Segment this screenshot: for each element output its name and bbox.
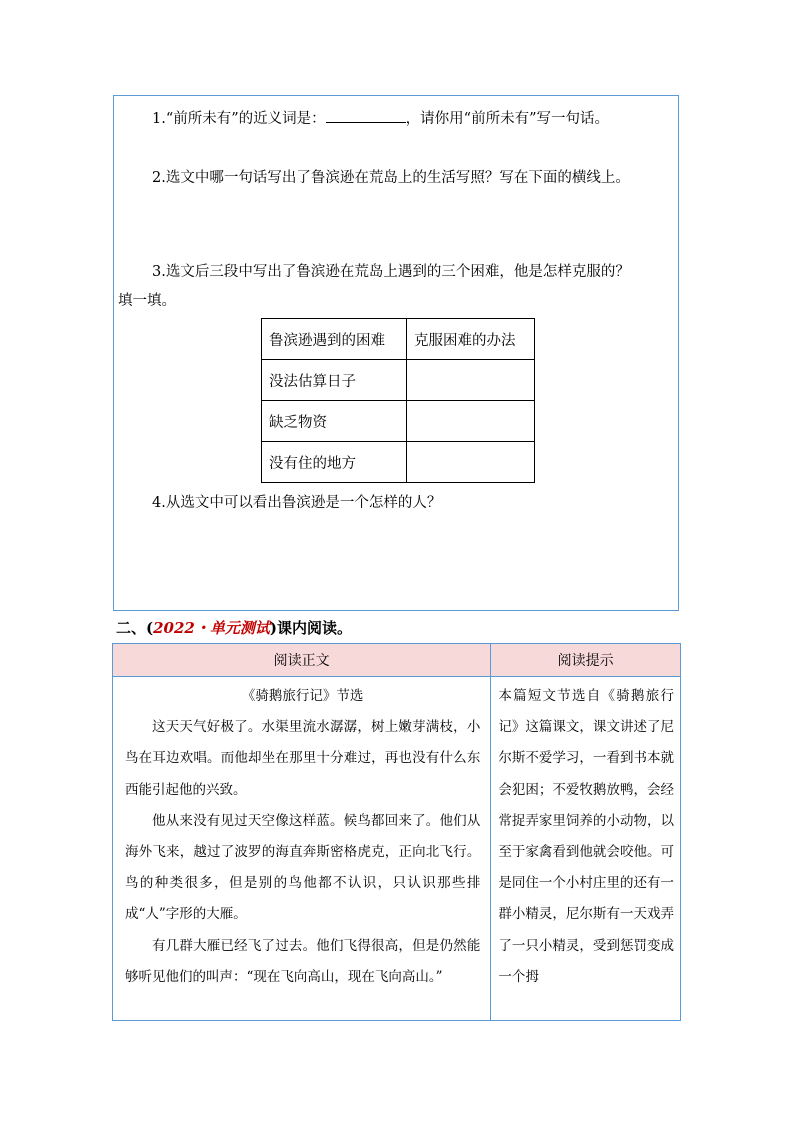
question-1: [152, 108, 609, 129]
question-1-suffix: ，请你用“前所未有”写一句话。: [405, 111, 609, 127]
section-prefix: 二、(: [116, 619, 154, 637]
question-4: 4.从选文中可以看出鲁滨逊是一个怎样的人？: [152, 495, 442, 511]
reading-tip-cell: 本篇短文节选自《骑鹅旅行记》这篇课文，课文讲述了尼尔斯不爱学习，一看到书本就会犯困；不爱牧鹅放鸭，会经常捉弄家里饲养的小动物，以至于家禽看到他就会咬他。可是同住一个小村庄里的还有一群小精灵，尼尔斯有一天戏弄了一只小精灵，受到惩罚变成一个拇: [491, 677, 681, 1021]
reading-table-body-row: [113, 677, 681, 1021]
difficulty-table-header-row: [262, 319, 535, 360]
table-row: [262, 401, 535, 442]
difficulty-cell: 没有住的地方: [262, 442, 407, 483]
passage-title: 《骑鹅旅行记》节选: [241, 688, 364, 704]
difficulty-header: 鲁滨逊遇到的困难: [262, 319, 407, 360]
question-2: 2.选文中哪一句话写出了鲁滨逊在荒岛上的生活写照？写在下面的横线上。: [152, 170, 630, 186]
section-heading: [116, 617, 352, 638]
question-3-line-2: 填一填。: [118, 293, 176, 309]
section-source: 2022・单元测试: [153, 619, 270, 637]
reading-tip-header: 阅读提示: [491, 644, 681, 677]
difficulty-cell: 缺乏物资: [262, 401, 407, 442]
question-3-line-1: 3.选文后三段中写出了鲁滨逊在荒岛上遇到的三个困难，他是怎样克服的？: [152, 264, 630, 280]
reading-main-header: 阅读正文: [113, 644, 491, 677]
solution-answer-cell[interactable]: [407, 360, 535, 401]
difficulty-cell: 没法估算日子: [262, 360, 407, 401]
questions-box: [113, 95, 679, 611]
solution-header: 克服困难的办法: [407, 319, 535, 360]
reading-passage-cell: [113, 677, 491, 1021]
reading-table: [112, 643, 681, 1021]
difficulty-table: [261, 318, 535, 483]
solution-answer-cell[interactable]: [407, 401, 535, 442]
section-suffix: )课内阅读。: [269, 619, 352, 637]
table-row: [262, 442, 535, 483]
passage-paragraph: 他从来没有见过天空像这样蓝。候鸟都回来了。他们从海外飞来，越过了波罗的海直奔斯密格虎克，正向北飞行。鸟的种类很多，但是别的鸟他都不认识，只认识那些排成“人”字形的大雁。: [125, 812, 481, 923]
table-row: [262, 360, 535, 401]
question-1-prefix: 1.“前所未有”的近义词是：: [152, 111, 326, 127]
passage-paragraph: 有几群大雁已经飞了过去。他们飞得很高，但是仍然能够听见他们的叫声：“现在飞向高山，现在飞向高山。”: [125, 937, 481, 985]
reading-table-header-row: [113, 644, 681, 677]
answer-blank[interactable]: [326, 108, 406, 123]
solution-answer-cell[interactable]: [407, 442, 535, 483]
passage-paragraph: 这天天气好极了。水渠里流水潺潺，树上嫩芽满枝，小鸟在耳边欢唱。而他却坐在那里十分难过，再也没有什么东西能引起他的兴致。: [125, 719, 481, 798]
